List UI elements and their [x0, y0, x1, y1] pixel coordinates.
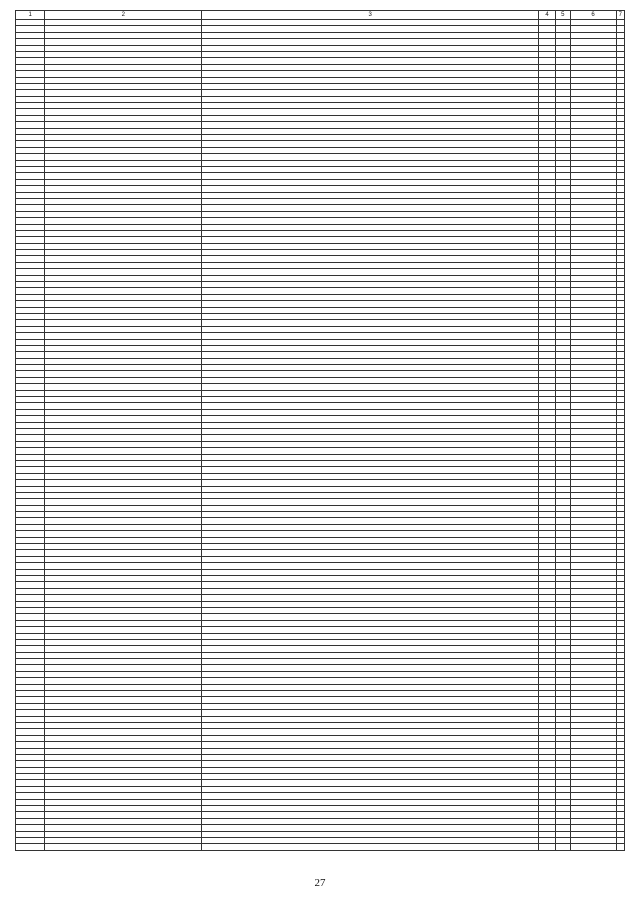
register-rows — [16, 20, 625, 851]
register-table — [15, 10, 625, 851]
row-index — [16, 844, 45, 850]
page-number: 27 — [314, 877, 326, 889]
column-number-row — [16, 11, 625, 20]
repair-period — [570, 844, 616, 850]
table-row — [16, 844, 625, 850]
column-number: 2 — [45, 11, 202, 20]
column-5 — [555, 844, 570, 850]
work-description — [202, 844, 539, 850]
column-number: 6 — [570, 11, 616, 20]
register-sheet — [15, 10, 625, 872]
column-number: 3 — [202, 11, 539, 20]
column-number: 4 — [539, 11, 556, 20]
address — [45, 844, 202, 850]
construction-year — [539, 844, 556, 850]
column-7 — [616, 844, 624, 850]
column-number: 5 — [555, 11, 570, 20]
column-number: 1 — [16, 11, 45, 20]
column-number: 7 — [616, 11, 624, 20]
